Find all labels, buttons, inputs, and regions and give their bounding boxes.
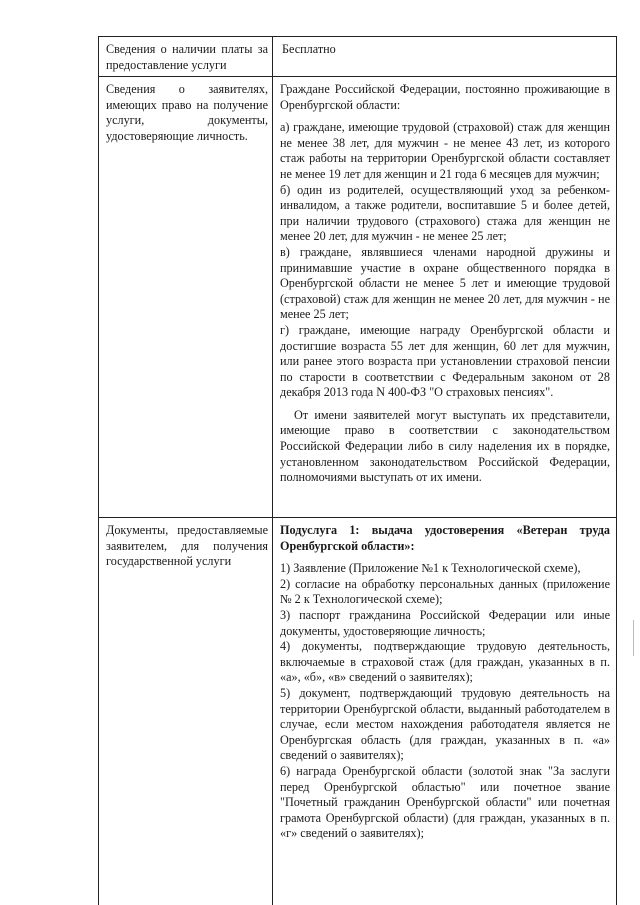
applicants-intro: Граждане Российской Федерации, постоянно проживающие в Оренбургской области: [280,82,610,112]
scan-margin-mark [633,620,634,656]
row-2-content [280,82,610,486]
documents-item-4: 4) документы, подтверждающие трудовую деятельность, включаемые в страховой стаж (для граждан, указанных в п. «а», «б», «в» сведений о заявителях); [280,639,610,685]
row-3-content [280,523,610,842]
spacer [280,554,610,561]
table-border-top [98,36,616,37]
documents-item-2: 2) согласие на обработку персональных данных (приложение № 2 к Технологической схеме); [280,576,610,607]
documents-item-5: 5) документ, подтверждающий трудовую деятельность на территории Оренбургской области, выданный работодателем в случае, если местом нахождения работодателя является не Оренбургская область (для граждан, указанных в п. «а» сведений о заявителях); [280,685,610,763]
documents-item-3: 3) паспорт гражданина Российской Федерации или иные документы, удостоверяющие личность; [280,607,610,638]
row-2-label [106,82,268,144]
applicants-item-b: б) один из родителей, осуществляющий уход за ребенком-инвалидом, а также родители, воспитавшие 5 и более детей, при наличии трудового (страхового) стажа для женщин не менее 20 лет, для мужчин - не менее 25 лет; [280,182,610,244]
table-row-divider-1 [98,76,616,77]
table-row-divider-2 [98,517,616,518]
row-2-label-text: Сведения о заявителях, имеющих право на получение услуги, документы, удостоверяющие личность. [106,82,268,143]
row-1-content [282,42,608,58]
row-3-label [106,523,268,570]
applicants-item-a: а) граждане, имеющие трудовой (страховой) стаж для женщин не менее 38 лет, для мужчин - не менее 43 лет, из которого стаж работы на территории Оренбургской области составляет не менее 19 лет для женщин и 21 года 6 месяцев для мужчин; [280,120,610,181]
applicants-representatives: От имени заявителей могут выступать их представители, имеющие право в соответствии с законодательством Российской Федерации либо в силу наделения их в порядке, установленном законодательством Российской Федерации, полномочиями выступать от их имени. [280,407,610,485]
table-border-left [98,36,99,905]
documents-item-6: 6) награда Оренбургской области (золотой знак "За заслуги перед Оренбургской областью" или почетное звание "Почетный гражданин Оренбургской области" или почетная грамота Оренбургской области) (для граждан, указанных в п. «г» сведений о заявителях); [280,763,610,841]
spacer [280,113,610,120]
applicants-item-v: в) граждане, являвшиеся членами народной дружины и принимавшие участие в охране общественного порядка в Оренбургской области не менее 5 лет и имеющие трудовой (страховой) стаж для женщин не менее 20 лет, для мужчин - не менее 25 лет; [280,244,610,322]
row-1-content-text: Бесплатно [282,42,336,56]
row-1-label-text: Сведения о наличии платы за предоставление услуги [106,42,268,72]
subservice-heading: Подуслуга 1: выдача удостоверения «Ветеран труда Оренбургской области»: [280,523,610,553]
table-border-right [616,36,617,905]
applicants-item-g: г) граждане, имеющие награду Оренбургской области и достигшие возраста 55 лет для женщин, 60 лет для мужчин, или ранее этого возраста при установлении страховой пенсии по старости в соответствии с Федеральным законом от 28 декабря 2013 года N 400-ФЗ "О страховых пенсиях". [280,322,610,400]
documents-item-1: 1) Заявление (Приложение №1 к Технологической схеме), [280,561,581,576]
row-1-label [106,42,268,73]
row-3-label-text: Документы, предоставляемые заявителем, для получения государственной услуги [106,523,268,569]
table-column-divider [272,36,273,905]
spacer [280,401,610,408]
